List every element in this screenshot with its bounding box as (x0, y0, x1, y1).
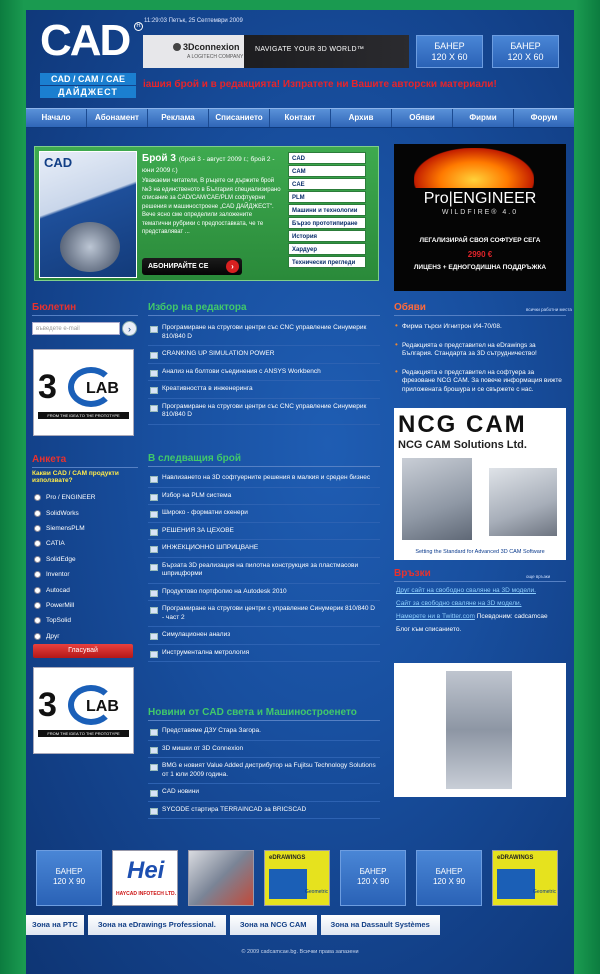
issue-title-sub: (брой 3 - август 2009 г.; брой 2 - юни 2009 г.) (142, 156, 275, 174)
lab-text: LAB (86, 380, 119, 397)
proe-line1: ЛЕГАЛИЗИРАЙ СВОЯ СОФТУЕР СЕГА (419, 237, 541, 244)
all-jobs-link[interactable]: всички работни места (526, 307, 572, 312)
connexion-logo-icon (173, 43, 181, 51)
zone-edrawings[interactable]: Зона на eDrawings Professional. (88, 915, 226, 935)
gear-image (60, 222, 120, 272)
poll-option[interactable] (34, 490, 138, 505)
zone-ptc[interactable]: Зона на PTC (26, 915, 84, 935)
article-link[interactable]: Симулационен анализ (148, 627, 380, 645)
edrawings-banner-2[interactable] (492, 850, 558, 906)
news-link[interactable]: BMG е новият Value Added дистрибутор на Fujitsu Technology Solutions от 1 юли 2009 година. (148, 758, 380, 784)
classified-item[interactable]: • Фирма търси Игнитрон И4-70/08. (394, 321, 566, 340)
zone-dassault[interactable]: Зона на Dassault Systèmes (321, 915, 440, 935)
poll-option[interactable] (34, 582, 138, 597)
lab-text: LAB (86, 698, 119, 715)
nav-forum[interactable]: Форум (530, 113, 558, 122)
3clab-banner-2[interactable] (33, 667, 134, 754)
category-item[interactable]: Машини и технологии (288, 204, 366, 216)
poll-option[interactable] (34, 629, 138, 644)
zones-bar (26, 915, 574, 935)
bulletin-heading: Бюлетин (32, 302, 138, 316)
connexion-banner[interactable] (143, 35, 409, 68)
more-links-link[interactable]: още връзки (526, 574, 551, 579)
article-link[interactable]: Широко - форматни скенери (148, 505, 380, 523)
article-link[interactable]: Бързата 3D реализация на пилотна конструкция за пластмасови шприцформи (148, 558, 380, 584)
poll-option-label: PowerMill (46, 601, 75, 609)
magazine-cover-title: CAD (44, 155, 73, 170)
twitter-link[interactable]: Намерете ни в Twitter.com (396, 613, 475, 620)
next-issue-list (148, 470, 380, 662)
classifieds-list (394, 321, 566, 402)
geometric-logo: Geometric (305, 889, 329, 895)
lab-tagline: FROM THE IDEA TO THE PROTOTYPE (38, 730, 129, 737)
banner-120x90-3[interactable]: БАНЕР 120 X 90 (416, 850, 482, 906)
flame-image (414, 148, 534, 188)
banner-120x90-2[interactable]: БАНЕР 120 X 90 (340, 850, 406, 906)
nav-companies[interactable]: Фирми (453, 109, 514, 127)
poll-option[interactable] (34, 552, 138, 567)
category-item[interactable]: Бързо прототипиране (288, 217, 366, 229)
connexion-brand: 3Dconnexion (183, 42, 240, 52)
editor-choice-list (148, 320, 380, 425)
marquee-text: іашия брой и в редакцията! Изпратете ни Вашите авторски материали! (143, 79, 497, 90)
featured-issue (34, 146, 379, 281)
haycad-logo: Hei (127, 857, 165, 884)
proengineer-ad[interactable] (394, 144, 566, 291)
proe-line2: ЛИЦЕНЗ + ЕДНОГОДИШНА ПОДДРЪЖКА (413, 264, 547, 271)
email-submit-button[interactable]: › (122, 321, 137, 336)
news-link[interactable]: SYCODE стартира TERRAINCAD за BRICSCAD (148, 802, 380, 820)
banner-120x60-2[interactable]: БАНЕР 120 X 60 (492, 35, 559, 68)
nav-home[interactable]: Начало (26, 109, 87, 127)
link-item[interactable]: Сайт за свободно сваляне на 3D модели. (396, 600, 522, 607)
haycad-name: HAYCAD INFOTECH LTD. (116, 891, 176, 897)
news-link[interactable]: 3D мишки от 3D Connexion (148, 741, 380, 759)
registered-icon: R (134, 22, 143, 31)
connexion-tagline: NAVIGATE YOUR 3D WORLD™ (255, 46, 365, 53)
category-item[interactable]: CAM (288, 165, 366, 177)
page (26, 10, 574, 974)
nav-contact[interactable]: Контакт (270, 109, 331, 127)
magazine-cover[interactable] (39, 151, 137, 278)
poll-question: Какви CAD / CAM продукти използвате? (32, 470, 119, 484)
poll-option[interactable] (34, 613, 138, 628)
ncg-name: NCG CAM Solutions Ltd. (398, 439, 527, 451)
machine-image (402, 458, 472, 540)
banner-120x60-1[interactable]: БАНЕР 120 X 60 (416, 35, 483, 68)
radio-button[interactable] (34, 617, 41, 624)
poll-option-label: SolidEdge (46, 555, 76, 563)
poll-option-label: SiemensPLM (46, 524, 85, 532)
article-link[interactable]: ИНЖЕКЦИОННО ШПРИЦВАНЕ (148, 540, 380, 558)
radio-button[interactable] (34, 556, 41, 563)
edrawings-banner-1[interactable] (264, 850, 330, 906)
zone-ncg-cam[interactable]: Зона на NCG CAM (230, 915, 317, 935)
radio-button[interactable] (34, 587, 41, 594)
poll-option[interactable] (34, 536, 138, 551)
nav-archive[interactable]: Архив (331, 109, 392, 127)
radio-button[interactable] (34, 602, 41, 609)
poll-option-label: SolidWorks (46, 509, 79, 517)
subscribe-button[interactable] (142, 258, 242, 275)
copyright: © 2009 cadcamcae.bg. Всички права запазени (241, 949, 359, 955)
link-item[interactable]: Друг сайт на свободно сваляне на 3D модели. (396, 587, 536, 594)
arrow-right-icon: › (226, 260, 239, 273)
issue-description: Уважаеми читатели, В ръцете си държите брой №3 на единственото в България специализирано списание за CAD/CAM/CAE/PLM софтуерни решения и машиностроене „CAD ДАЙДЖЕСТ". Вече ясно сме определили заложените тематични рубрики с предпоставката, че те представляват ... (142, 178, 281, 235)
category-list (288, 152, 366, 269)
classified-item[interactable]: • Редакцията е представител на софтуера за фрезоване NCG CAM. За повече информация вижте приложената брошура и се свържете с нас. (394, 367, 566, 403)
radio-button[interactable] (34, 633, 41, 640)
nav-ads[interactable]: Обяви (392, 109, 453, 127)
proe-wildfire: WILDFIRE® 4.0 (441, 209, 519, 216)
poll-option-label: Друг (46, 632, 60, 640)
edrawings-image (497, 869, 535, 899)
lab-tagline: FROM THE IDEA TO THE PROTOTYPE (38, 412, 129, 419)
category-item[interactable]: Технически прегледи (288, 256, 366, 268)
vote-button[interactable]: Гласувай (33, 644, 133, 658)
article-link[interactable]: Програмиране на стругови центри със CNC управление Синумерик 810/840 D (148, 399, 380, 425)
poll-option-label: CATIA (46, 540, 65, 548)
article-link[interactable]: РЕШЕНИЯ ЗА ЦЕХОВЕ (148, 523, 380, 541)
geometric-logo: Geometric (533, 889, 557, 895)
3clab-banner[interactable] (33, 349, 134, 436)
classified-item[interactable]: • Редакцията е представител на eDrawings за България. Стандарта за 3D сътрудничество! (394, 340, 566, 367)
article-link[interactable]: Програмиране на стругови центри със CNC управление Синумерик 810/840 D (148, 320, 380, 346)
radio-button[interactable] (34, 525, 41, 532)
category-item[interactable]: CAD (288, 152, 366, 164)
edrawings-image (269, 869, 307, 899)
connexion-sub: A LOGITECH COMPANY (187, 54, 244, 60)
poll-option[interactable] (34, 598, 138, 613)
radio-button[interactable] (34, 510, 41, 517)
ncg-logo: NCG CAM (398, 411, 527, 438)
logo-subtitle: CAD / CAM / CAE (40, 73, 136, 85)
ncg-tagline: Setting the Standard for Advanced 3D CAM Software (415, 549, 545, 555)
edrawings-logo: eDRAWINGS (497, 855, 534, 861)
article-link[interactable]: CRANKING UP SIMULATION POWER (148, 346, 380, 364)
mold-shape (446, 671, 512, 789)
proe-price: 2990 € (467, 250, 493, 259)
email-input[interactable]: въведете e-mail (32, 322, 120, 335)
article-link[interactable]: Програмиране на стругови центри с управление Синумерик 810/840 D - част 2 (148, 601, 380, 627)
ncg-cam-banner[interactable] (394, 408, 566, 560)
article-link[interactable]: Инструментална метрология (148, 645, 380, 663)
logo-text: CAD (40, 16, 130, 65)
twitter-handle: Псевдоним: cadcamcae (474, 613, 548, 620)
next-issue-heading: В следващия брой (148, 453, 380, 467)
links-list (394, 584, 566, 636)
article-link[interactable]: Креативността в инженеринга (148, 381, 380, 399)
haycad-banner[interactable] (112, 850, 178, 906)
lab-3: 3 (38, 368, 57, 406)
poll-options (34, 490, 138, 644)
banner-120x90-1[interactable]: БАНЕР 120 X 90 (36, 850, 102, 906)
news-link[interactable]: CAD новини (148, 784, 380, 802)
poll-option-label: Autocad (46, 586, 70, 594)
article-link[interactable]: Анализ на болтови съединения с ANSYS Workbench (148, 364, 380, 382)
site-logo[interactable] (36, 18, 146, 100)
lab-3: 3 (38, 686, 57, 724)
nav-subscription[interactable]: Абонамент (87, 109, 148, 127)
subscribe-label: АБОНИРАЙТЕ СЕ (148, 263, 209, 270)
poll-heading: Анкета (32, 454, 138, 468)
editor-choice-heading: Избор на редактора (148, 302, 380, 316)
article-link[interactable]: Навлизането на 3D софтуерните решения в малкия и среден бизнес (148, 470, 380, 488)
poll-option-label: Pro / ENGINEER (46, 494, 96, 502)
mold-banner[interactable] (188, 850, 254, 906)
classifieds-heading: Обяви (394, 302, 566, 316)
poll-option[interactable] (34, 505, 138, 520)
article-link[interactable]: Продуктово портфолио на Autodesk 2010 (148, 584, 380, 602)
category-item[interactable]: Хардуер (288, 243, 366, 255)
poll-option-label: TopSolid (46, 617, 71, 625)
news-link[interactable]: Представяме ДЗУ Стара Загора. (148, 723, 380, 741)
radio-button[interactable] (34, 540, 41, 547)
category-item[interactable]: CAE (288, 178, 366, 190)
radio-button[interactable] (34, 571, 41, 578)
poll-option[interactable] (34, 521, 138, 536)
radio-button[interactable] (34, 494, 41, 501)
issue-title-main: Брой 3 (142, 153, 176, 164)
news-list (148, 723, 380, 819)
nav-advertising[interactable]: Реклама (148, 109, 209, 127)
blog-link[interactable]: Блог към списанието. (396, 626, 462, 633)
news-heading: Новини от CAD света и Машиностроенето (148, 707, 380, 721)
edrawings-logo: eDRAWINGS (269, 855, 306, 861)
issue-title[interactable] (142, 153, 282, 175)
category-item[interactable]: PLM (288, 191, 366, 203)
poll-option-label: Inventor (46, 571, 70, 579)
main-nav (26, 108, 574, 128)
category-item[interactable]: История (288, 230, 366, 242)
logo-subtitle-2: ДАЙДЖЕСТ (40, 86, 136, 98)
article-link[interactable]: Избор на PLM система (148, 488, 380, 506)
poll-option[interactable] (34, 567, 138, 582)
links-heading: Връзки (394, 568, 566, 582)
part-image (489, 468, 557, 536)
link-item-twitter[interactable] (394, 610, 566, 623)
mold-image[interactable] (394, 663, 566, 797)
datetime: 11:29:03 Петък, 25 Септември 2009 (144, 18, 243, 24)
nav-magazine[interactable]: Списанието (209, 109, 270, 127)
proe-name: Pro|ENGINEER (423, 190, 537, 207)
